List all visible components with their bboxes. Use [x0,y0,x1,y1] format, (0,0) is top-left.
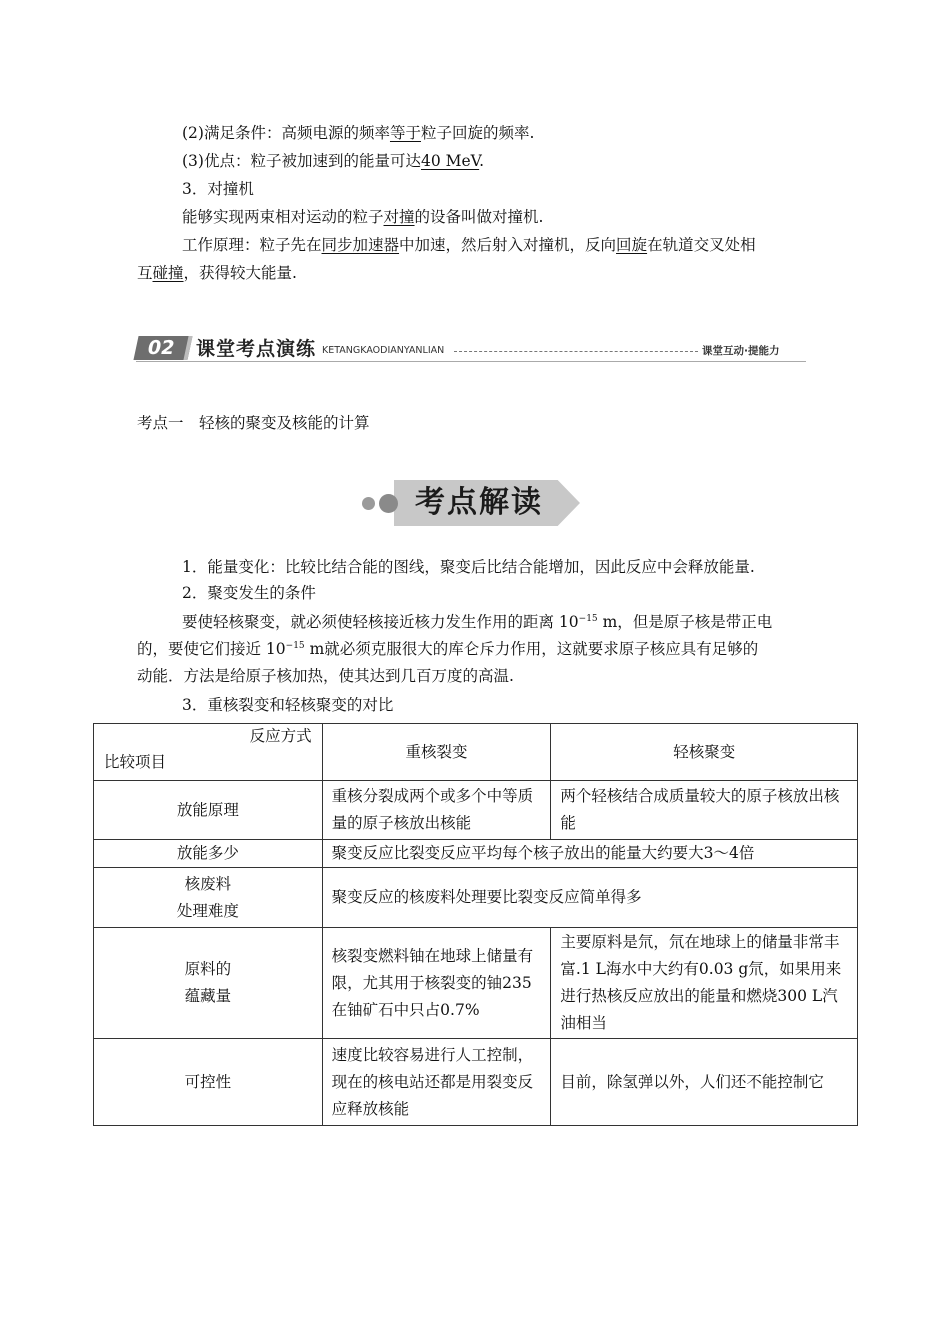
exponent-2: −15 [285,641,305,651]
fission-cell: 速度比较容易进行人工控制，现在的核电站还都是用裂变反应释放核能 [322,1039,551,1126]
kaodian-jiedu-badge [358,476,590,530]
row-label-line-2: 蕴藏量 [184,987,232,1005]
collider-text: 能够实现两束相对运动的粒子 [182,208,384,226]
badge-label: 考点解读 [415,485,543,520]
comparison-table [93,723,858,1126]
item-2-text: (2)满足条件：高频电源的频率 [182,124,390,142]
header-comparison-item: 比较项目 [104,753,167,771]
item-3-advantage [182,150,484,172]
principle-text-e: ，获得较大能量. [183,264,297,282]
fusion-cell: 两个轻核结合成质量较大的原子核放出核能 [551,781,858,840]
fission-cell: 核裂变燃料铀在地球上储量有限，尤其用于核裂变的铀235在铀矿石中只占0.7% [322,928,551,1039]
principle-text-a: 工作原理：粒子先在 [182,236,322,254]
collider-suffix: 的设备叫做对撞机. [414,208,544,226]
principle-text-d: 互 [137,264,153,282]
row-label-line-2: 处理难度 [176,901,239,920]
table-header-row [94,724,858,781]
item-3-suffix: . [479,152,485,170]
cond-text-b: m，但是原子核是带正电 [597,613,773,631]
cond-text-a: 要使轻核聚变，就必须使轻核接近核力发生作用的距离 10 [182,613,579,631]
section-banner [136,334,806,364]
principle-underlined-2: 回旋 [616,236,648,254]
principle-line-2 [137,262,297,284]
cond-text-c: 的，要使它们接近 10 [137,640,286,658]
principle-text-b: 中加速，然后射入对撞机，反向 [399,236,617,254]
row-label: 放能原理 [94,781,323,840]
para-energy-change: 1．能量变化：比较比结合能的图线，聚变后比结合能增加，因此反应中会释放能量. [182,558,755,576]
item-2-suffix: 粒子回旋的频率. [420,124,535,142]
para-fusion-conditions-line-2 [137,638,758,660]
para-fusion-conditions-heading: 2．聚变发生的条件 [182,584,316,602]
exponent-1: −15 [578,614,598,624]
row-label-line-1: 核废料 [184,874,232,893]
header-diagonal-cell [94,724,323,781]
badge-dot-small [362,497,375,510]
principle-underlined-3: 碰撞 [152,264,184,282]
merged-cell: 聚变反应比裂变反应平均每个核子放出的能量大约要大3～4倍 [322,840,857,868]
para-fusion-conditions-line-3: 动能．方法是给原子核加热，使其达到几百万度的高温. [137,667,514,685]
collider-underlined: 对撞 [383,208,415,226]
row-label: 放能多少 [94,840,323,868]
heading-collider: 3．对撞机 [182,180,254,198]
principle-underlined-1: 同步加速器 [321,236,400,254]
banner-dashed-line [454,351,698,352]
table-row [94,840,858,868]
item-3-underlined: 40 MeV [420,152,480,170]
table-row [94,928,858,1039]
item-2-condition [182,122,534,144]
table-row [94,868,858,928]
fission-cell: 重核分裂成两个或多个中等质量的原子核放出核能 [322,781,551,840]
banner-rule [136,361,806,362]
header-fusion: 轻核聚变 [551,724,858,781]
para-fusion-conditions-line-1 [182,611,772,633]
table-row [94,781,858,840]
section-number-badge: 02 [133,336,192,360]
row-label: 可控性 [94,1039,323,1126]
row-label [94,928,323,1039]
row-label [94,868,323,928]
item-3-text: (3)优点：粒子被加速到的能量可达 [182,152,421,170]
section-pinyin: KETANGKAODIANYANLIAN [322,345,445,356]
row-label-line-1: 原料的 [184,960,232,978]
collider-definition [182,206,543,228]
fusion-cell: 目前，除氢弹以外，人们还不能控制它 [551,1039,858,1126]
merged-cell: 聚变反应的核废料处理要比裂变反应简单得多 [322,868,857,928]
item-2-underlined: 等于 [389,124,421,142]
header-fission: 重核裂变 [322,724,551,781]
topic-heading: 考点一 轻核的聚变及核能的计算 [137,414,370,432]
cond-text-d: m就必须克服很大的库仑斥力作用，这就要求原子核应具有足够的 [304,640,759,658]
section-subtitle: 课堂互动·提能力 [702,345,780,357]
header-reaction-type: 反应方式 [249,727,312,745]
fusion-cell: 主要原料是氘，氘在地球上的储量非常丰富.1 L海水中大约有0.03 g氘，如果用来进行热核反应放出的能量和燃烧300 L汽油相当 [551,928,858,1039]
principle-line-1 [182,234,756,256]
para-comparison-heading: 3．重核裂变和轻核聚变的对比 [182,696,394,714]
principle-text-c: 在轨道交叉处相 [647,236,756,254]
table-row [94,1039,858,1126]
section-title: 课堂考点演练 [196,338,317,360]
